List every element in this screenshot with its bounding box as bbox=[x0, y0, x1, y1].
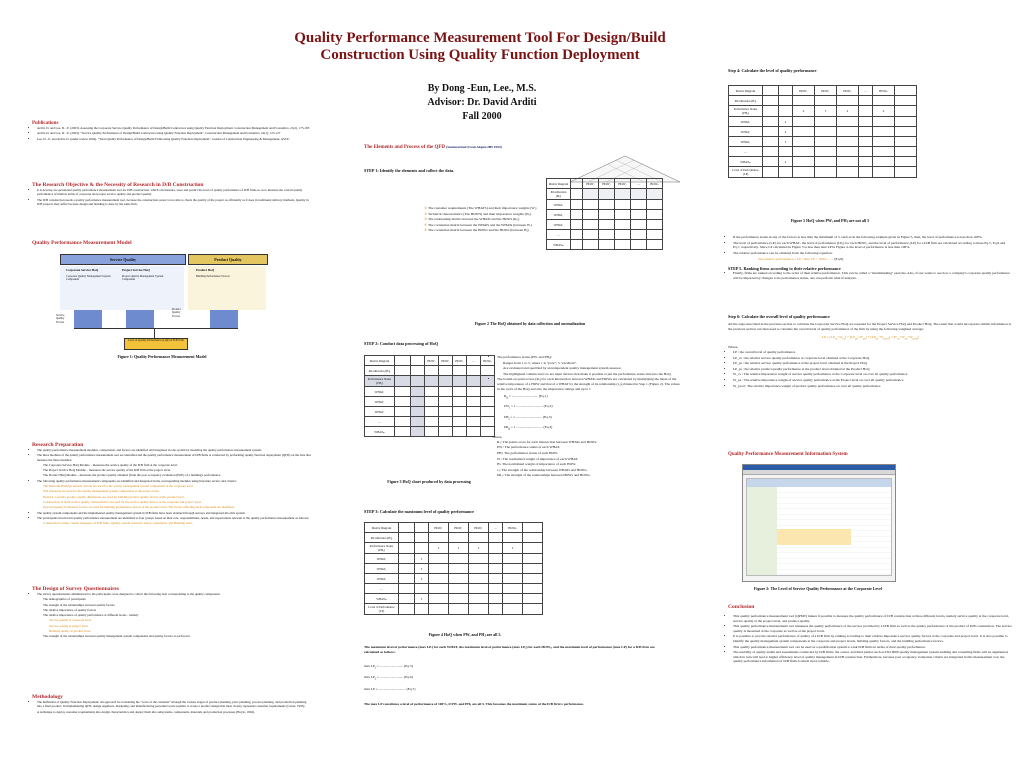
what-row-label: WHAT₂ bbox=[547, 210, 571, 220]
survey-item: Service quality at project level bbox=[49, 623, 88, 628]
step5-item: • Finally, firms are ranked according to the order of their relative performance. This can be called a "benchmarking" exercise. Also, if one wants to see how a company's corporate quality performance will be impacted by changes to its performance status, one can perform what-if analysis. bbox=[733, 271, 1013, 280]
dots-cell: ... bbox=[729, 147, 763, 157]
how-header: HOW₂ bbox=[599, 179, 615, 189]
survey-item: • The survey questionnaires administered to the participants were designed to collect the following data corresponding to the quality components bbox=[37, 592, 312, 596]
screenshot-menubar bbox=[743, 470, 895, 475]
survey-item: Building quality at product level bbox=[49, 629, 91, 634]
how-header: HOW₁ bbox=[793, 86, 815, 96]
qfd-element-item: ③ The relationship matrix between the WHATs and the HOWs (Rᵢⱼ) bbox=[424, 217, 520, 222]
what-row-label: WHAT₃ bbox=[365, 407, 395, 417]
screenshot-grid bbox=[746, 478, 892, 576]
what-row-label: WHATₘ bbox=[365, 427, 395, 437]
qfd-element-item: ② Technical characteristics (The HOWS) and their importance weights (Wⱼ) bbox=[424, 211, 532, 216]
figure-2-caption: Figure 2 The HoQ obtained by data collection and normalization bbox=[474, 321, 586, 326]
screenshot-highlight bbox=[777, 529, 851, 545]
publication-item: • Arditi, D. and Lee, D. -E. (2003). Assessing the Corporate Service Quality Performance of Design/Build Contractors using Quality Function Deployment. Construction Management and Economics, 21(2), 175-185 bbox=[37, 126, 312, 130]
research-prep-item: Post Occupancy Evaluation factors are used for building performance factors at the product level. The factors affecting each component are identified. bbox=[43, 505, 235, 510]
what-row-label: WHAT₁ bbox=[729, 117, 763, 127]
step6-text: All the steps described in the previous section to calculate the Corporate Service HoQ are repeated for the Project Service HoQ and Product HoQ. The result that would incorporate similar information is the previous section can then used to calculate the overall level of quality performance of the firm by using the following weighted average: bbox=[728, 322, 1011, 331]
level-of-performance-cell: Level of Performance (LP) bbox=[729, 167, 763, 178]
research-prep-item: • The participants involved in quality performance measurement are identified as four groups based on their role, responsibilities, needs, and expectations relevant to the quality performance measurement as follows: bbox=[37, 516, 312, 520]
dots-cell: ... bbox=[547, 230, 571, 240]
dots-cell: ... bbox=[365, 417, 395, 427]
figure-3-caption: Figure 3 HoQ chart produced by data processing bbox=[387, 479, 471, 484]
step4-item: • The relative performance can be obtained from the following equation: bbox=[733, 251, 1013, 256]
corporate-hoq-shape bbox=[74, 310, 102, 328]
dots-cell: ... bbox=[467, 356, 481, 366]
project-hoq-label: Project Service HoQ bbox=[122, 268, 150, 272]
prioritization-cell: Prioritization (Hⱼ) bbox=[729, 96, 763, 106]
how-header: HOW₁ bbox=[583, 179, 599, 189]
hoq-table-fig5: Matrix Diagram HOW₁ HOW₂ HOW₃ ... HOWₙ Prioritization (Hⱼ) Performance Status (PHⱼ) 4 5 4 4 WHAT₁ 4 WHAT₂ 4 WHAT₃ 5 ... WHATₘ 4 Level of Performance (LP) bbox=[728, 85, 917, 178]
step2-heading: STEP 2: Conduct data processing of HoQ bbox=[364, 341, 439, 346]
author-name: By Dong -Eun, Lee., M.S. bbox=[427, 83, 537, 94]
how-header: HOW₃ bbox=[837, 86, 859, 96]
product-quality-box: Product Quality bbox=[188, 254, 268, 265]
where-item: PHⱼ: The performance status of each HOW. bbox=[497, 451, 558, 456]
what-row-label: WHAT₂ bbox=[365, 564, 399, 574]
how-header: HOW₃ bbox=[615, 179, 631, 189]
how-header: HOW₂ bbox=[449, 523, 469, 533]
step2-note: • The performance status (PWᵢ and PHⱼ): bbox=[497, 355, 682, 360]
hoq-figure-5 bbox=[728, 85, 917, 178]
qfd-elements-note: (Summarized From Akgun HH 1994) bbox=[446, 145, 502, 149]
research-prep-item: Construction, O & M service quality characteristics are used for the service quality factors at the corporate and project level. bbox=[43, 499, 202, 504]
step5-heading: STEP 5. Ranking firms according to their relative performance bbox=[728, 266, 841, 271]
methodology-section bbox=[32, 694, 312, 715]
what-row-label: WHATₘ bbox=[365, 594, 399, 604]
survey-item: The strength of the relationships between quality management system components and quality factors at each level. bbox=[43, 634, 191, 639]
research-prep-item: The Corporate Service HoQ Module – measures the service quality of the D/B firm at the corporate level. bbox=[43, 462, 178, 467]
authors-block bbox=[392, 82, 572, 124]
term: Fall 2000 bbox=[462, 111, 502, 122]
survey-item: The demographics of participants bbox=[43, 597, 86, 602]
conclusion-item: • The usability of quality audits and assessments conducted by D/B firms, the owner, and third parties such as ISO 9000 quality management system auditing and consulting firms will be augmented, which in turn will lead to higher efficiency level of quality management in D/B construction. Furthermore, because post occupancy evaluation criteria are integrated in this measurement tool, the quality performance information of D/B firms is much more reliable. bbox=[733, 650, 1013, 664]
step2-note: Are evaluated and specified by an independent quality management system assessor. bbox=[503, 366, 622, 371]
conclusion-item: • This quality performance measurement tool can be used as a qualification system to rank D/B firms in terms of their quality performance. bbox=[733, 645, 1013, 650]
publications-section bbox=[32, 121, 312, 142]
step6-heading: Step 6: Calculate the overall level of quality performance bbox=[728, 314, 830, 319]
performance-status-cell: Performance Status (PHⱼ) bbox=[365, 376, 395, 387]
qfd-element-item: ① The customer requirements (The WHATS) and their importance weights (Wᵢ) bbox=[424, 206, 537, 210]
matrix-diagram-cell: Matrix Diagram bbox=[365, 356, 395, 366]
level-of-performance-cell: Level of Performance (LP) bbox=[365, 604, 399, 615]
research-prep-item: The Malcolm Baldrige Awards criteria are used for the quality management system components at the corporate level. bbox=[43, 484, 194, 489]
corporate-sub-label: Corporate Quality Management System Component bbox=[66, 275, 111, 282]
corporate-hoq-label: Corporate Service HoQ bbox=[66, 268, 99, 272]
step2-note: • The bound-on point scores (Rᵢⱼ) for each intersection between WHATs and HOWs are calculated by multiplying the mean of the relative importance of a HOW and that of a WHAT by the strength of its relationship (rᵢⱼ) obtained in Step 1 (Figure 2). The values in the roofs of the HoQ and also the importance ratings add up to 1 bbox=[497, 377, 682, 391]
how-header: HOW₂ bbox=[439, 356, 453, 366]
connector-line bbox=[154, 328, 155, 338]
what-row-label: WHAT₃ bbox=[547, 220, 571, 230]
prioritization-cell: Prioritization (Hⱼ) bbox=[547, 189, 571, 200]
step6-where-item: • W_prod : The relative importance weight of product quality performance on over all quality performance bbox=[733, 384, 1013, 389]
methodology-item: • The Definition of Quality Function Deployment: An approach for translating the "voice of the customer" through the various stages of product planning, parts planning, process planning, and production planning into a final product. In implementing QFD, design engineers, marketing, and manufacturing personnel work together to create a product design that most closely represents customer requirements (Carter, 1993). bbox=[37, 700, 312, 709]
equation-6: $\max LP_j$ = ........................... (Eq.6) bbox=[364, 675, 413, 681]
step3-note: The max LP constitutes a level of performance of 100%, if PWᵢ and PHⱼ are all 5. This becomes the maximum status of the D/B firm's performance. bbox=[364, 702, 584, 706]
how-header: HOW₃ bbox=[453, 356, 467, 366]
what-row-label: WHAT₃ bbox=[365, 574, 399, 584]
equation-3: $\Sigma H_j = 1$ .............................. (Eq.3) bbox=[504, 414, 552, 421]
step2-notes bbox=[492, 355, 682, 479]
what-row-label: WHAT₂ bbox=[729, 127, 763, 137]
what-row-label: WHAT₁ bbox=[365, 387, 395, 397]
equation-1: $R_{ij}$ = .............................. (Eq.1) bbox=[504, 394, 548, 400]
hoq-figure-4 bbox=[364, 522, 543, 615]
objective-item: • The D/B construction needs a quality performance measurement tool, because the construction owner is not able to check the quality of the project as efficiently as it does in traditional delivery methods. Quality in D/B projects may suffer because design and building is done by the same firm. bbox=[37, 198, 312, 207]
step3-equations bbox=[364, 664, 564, 691]
project-hoq-shape bbox=[126, 310, 154, 328]
prioritization-cell: Prioritization (Hⱼ) bbox=[365, 533, 399, 543]
hoq-table-fig4: Matrix Diagram HOW₁ HOW₂ HOW₃ ... HOWₙ Prioritization (Hⱼ) Performance Status (PHⱼ) 5 5 5 5 WHAT₁ 5 WHAT₂ 5 WHAT₃ 5 ... WHATₘ 5 Level of Performance (LP) bbox=[364, 522, 543, 615]
research-prep-item: David A. Garvin's product quality dimensions are used for building product quality factors at the product level. bbox=[43, 494, 185, 499]
research-prep-item: Construction owners, Senior managers of D/B firms, Quality system assessors and/or consultants, and Building users bbox=[43, 521, 193, 526]
connector-line bbox=[74, 328, 238, 329]
research-prep-item: • The quality performance measurement modules, components, and factors are identified and integrated in one system by modeling the quality performance measurement system. bbox=[37, 448, 312, 452]
step5-section bbox=[728, 266, 1013, 281]
survey-item: Service quality at corporate level bbox=[49, 618, 92, 623]
research-prep-item: • The three modules of the quality performance measurement tool are identified and the quality performance measurement of D/B firms is conducted by performing quality function deployment (QFD) on the data that measure the three modules: bbox=[37, 453, 312, 462]
step1-heading: STEP 1: Identify the elements and collect the data. bbox=[364, 168, 455, 173]
step4-item: • If the performance status in any of the factors is less than the maximum of 5, such as in the following example given in Figure 5, then, the level of performance is less than 100%. bbox=[733, 235, 1013, 240]
info-system-screenshot bbox=[742, 464, 896, 582]
publication-item: • Arditi, D. and Lee, D. -E. (2004). "Service Quality Performance of Design/Build Contractors using Quality Function Deployment", Construction Management and Economics, 22(1), 123-127 bbox=[37, 131, 312, 135]
what-row-label: WHATₘ bbox=[547, 240, 571, 250]
where-item: Rᵢⱼ: The points score for each intersection between WHATs and HOWs. bbox=[497, 439, 598, 444]
survey-item: The relative importance of quality performance at different levels - namely bbox=[43, 613, 139, 618]
research-prep-item: The Project Service HoQ Module – measures the service quality of the D/B firm at the project level. bbox=[43, 468, 171, 473]
screenshot-header-row bbox=[747, 479, 891, 487]
how-header: HOW₂ bbox=[815, 86, 837, 96]
step2-note: The highlighted column and row are input devices that make it possible to put the performance status data into the HoQ. bbox=[503, 371, 672, 376]
conclusion-heading: Conclusion bbox=[728, 604, 755, 610]
figure-1-caption: Figure 1: Quality Performance Measurement Model bbox=[117, 354, 207, 359]
product-sub-label: Building Performance Factors bbox=[196, 275, 230, 278]
qfd-elements-heading bbox=[364, 145, 502, 150]
advisor-name: Advisor: Dr. David Arditi bbox=[427, 97, 537, 108]
poster-title bbox=[0, 30, 960, 64]
project-sub-label: Project Quality Management System Component bbox=[122, 275, 164, 282]
product-hoq-shape bbox=[210, 310, 238, 328]
research-prep-heading: Research Preparation bbox=[32, 442, 84, 448]
qfd-element-item: ④ The correlation matrix between the WHATs and the WHATs (between Wᵢ) bbox=[424, 222, 532, 227]
step6-where-item: • W_ps : The relative importance weight of service quality performance at the Project level on over all quality performance bbox=[733, 378, 1013, 383]
qfd-elements-title: The Elements and Process of the QFD bbox=[364, 145, 446, 150]
step6-where-item: • LP_pr : the relative product quality performance at the product level obtained at the Product HoQ bbox=[733, 367, 1013, 372]
figure-4-caption: Figure 4 HoQ when PWᵢ and PHⱼ are all 5. bbox=[428, 632, 502, 637]
where-item: ΣRᵢⱼ: The strength of the relationships between HOWs and HOWs. bbox=[497, 473, 591, 478]
qfd-elements-list bbox=[424, 206, 554, 234]
dots-cell: ... bbox=[631, 179, 647, 189]
title-line-1: Quality Performance Measurement Tool For Design/Build bbox=[294, 30, 666, 46]
hoq-table-fig2 bbox=[546, 178, 663, 250]
conclusion-item: • It is possible to plot the relative performance of quality of a D/B firm by ranking according to their relative importance service quality factors at the corporate and project level. It is also possible to identify the quality management system components at the corporate and project levels, building quality factors, and the building performance factors. bbox=[733, 634, 1013, 643]
where-item: Wᵢ: The normalized weight of importance of each WHAT. bbox=[497, 456, 579, 461]
overall-lp-equation: LP = $[LP_{cs}\times W_{cs}] + [LP_{ps}\times W_{ps}] + [LP_{pr}\times W_{prod}] / (W_{cs}+W_{ps}+W_{prod})$ bbox=[821, 335, 920, 341]
what-row-label: WHAT₁ bbox=[365, 554, 399, 564]
equation-4: $\Sigma R_{ij} = 1$ .............................. (Eq.4) bbox=[504, 425, 553, 431]
step6-where: Where, bbox=[728, 345, 739, 350]
survey-heading: The Design of Survey Questionnaires bbox=[32, 586, 119, 592]
qfd-element-item: ⑤ The correlation matrix between the HOWs and the HOWs (between Hⱼ) bbox=[424, 228, 529, 233]
research-preparation-section bbox=[32, 442, 312, 526]
step6-where-item: • LP_cs : the relative service quality performance at corporate level obtained at the Corporate HoQ bbox=[733, 356, 1013, 361]
research-prep-item: • The quality system components and the implemented quality management system in D/B firms have been obtained through surveys and integrated into this system. bbox=[37, 511, 312, 515]
objective-section bbox=[32, 182, 312, 207]
conclusion-section bbox=[728, 604, 1013, 665]
step6-where-item: • LP : the overall level of quality performance bbox=[733, 350, 1013, 355]
research-prep-item: The Product HoQ Module – measures the product quality obtained (from the post occupancy evaluation (POE) of a building's performance. bbox=[43, 473, 221, 478]
equation-7: max LP = ............................... (Eq.7) bbox=[364, 686, 416, 691]
service-factors-label: Service Quality Factors bbox=[56, 314, 65, 324]
where-item: PWᵢ: The performance status of each WHAT. bbox=[497, 445, 561, 450]
prioritization-cell: Prioritization (Hⱼ) bbox=[365, 366, 395, 376]
matrix-diagram-cell: Matrix Diagram bbox=[729, 86, 763, 96]
hoq-table-fig3 bbox=[364, 355, 495, 437]
how-header: HOWₙ bbox=[647, 179, 663, 189]
what-row-label: WHAT₂ bbox=[365, 397, 395, 407]
matrix-diagram-cell: Matrix Diagram bbox=[365, 523, 399, 533]
service-quality-box: Service Quality bbox=[60, 254, 186, 265]
objective-item: • It is develop an operational quality performance measurement tool for D/B construction, which can measure, store and predict the level of quality performance of D/B firms so as to measure the overall quality performance of them in terms of corporate and project service quality and product quality. bbox=[37, 188, 312, 197]
product-hoq-label: Product HoQ bbox=[196, 268, 215, 272]
how-header: HOWₙ bbox=[873, 86, 895, 96]
step2-note: Ranges from 1 to 5, where 1 is "poor"; 5 "excellent". bbox=[503, 360, 577, 365]
equation-5: $\max LP_i$ = ........................... (Eq.5) bbox=[364, 664, 413, 670]
conclusion-item: • This quality performance measurement tool (QPMT) makes it possible to measure the quality performance of D/B construction at three different levels, namely service quality at the corporate level, service quality at the project level, and product quality. bbox=[733, 614, 1013, 623]
objective-heading: The Research Objective & the Necessity of Research in D/B Construction bbox=[32, 182, 204, 188]
publications-heading: Publications bbox=[32, 121, 59, 126]
performance-status-cell: Performance Status (PHⱼ) bbox=[365, 543, 399, 554]
screenshot-left-column bbox=[747, 487, 777, 575]
dots-cell: ... bbox=[489, 523, 503, 533]
step3-heading: STEP 3: Calculate the maximum level of quality performance bbox=[364, 509, 475, 514]
matrix-diagram-cell: Matrix Diagram bbox=[547, 179, 571, 189]
lqp-result-box: Level of Quality Performance (LQP) of D/B Firm bbox=[124, 338, 188, 350]
step4-notes bbox=[728, 235, 1013, 262]
methodology-item: A technique to deploy customer requirements into design characteristics and deploy them into subsystems, components, materials and production processes (Hoyle, 1994). bbox=[37, 709, 255, 714]
dots-cell: ... bbox=[365, 584, 399, 594]
performance-status-cell: Performance Status (PHⱼ) bbox=[729, 106, 763, 117]
publication-item: • Lee, D. -E. and Arditi, D. (under review 2004). "Total Quality Performance of Design/Build Firms using Quality Function Deployment", Journal of Construction Engineering & Management, ASCE. bbox=[37, 137, 312, 141]
step3-text: The maximum level of performance (max LPᵢ) for each WHAT, the maximum level of performance (max LPⱼ) for each HOWⱼ, and the maximum level of performance (max LP) for a D/B firm are calculated as follows: bbox=[364, 645, 655, 654]
equation-2: $\Sigma W_i = 1$ .............................. (Eq.2) bbox=[504, 404, 553, 411]
service-panel bbox=[60, 266, 184, 310]
survey-item: The relative importance of quality factors bbox=[43, 607, 97, 612]
step6-where-item: • LP_ps : the relative service quality performance at the project level obtained at the Project HoQ bbox=[733, 361, 1013, 366]
where-item: Hⱼ: The normalized weight of importance of each HOW. bbox=[497, 462, 576, 467]
step4-item: • The level of performance (LPᵢ) for each WHATᵢ, the level of performance (LPⱼ) for each HOWⱼ, and the level of performance (LP) for a D/B firm are calculated according to these Eq.5, Eq.6 and Eq.7, respectively. Since LP calculated in Figure 5 is less than max LP in Figure 4, the level of performance is less than 100%. bbox=[733, 241, 1013, 250]
step2-where: Where, bbox=[492, 435, 503, 440]
hoq-figure-2 bbox=[546, 178, 663, 250]
what-row-label: WHATₘ bbox=[729, 157, 763, 167]
what-row-label: WHAT₁ bbox=[547, 200, 571, 210]
survey-item: The strength of the relationships between quality factors bbox=[43, 602, 115, 607]
hoq-figure-3 bbox=[364, 355, 495, 437]
how-header: HOWₙ bbox=[503, 523, 523, 533]
how-header: HOW₁ bbox=[425, 356, 439, 366]
conclusion-item: • This quality performance measurement tool measures the quality performance of the service provided by a D/B firm as well as the quality performance of the product of D/B construction. The service quality is measured at the corporate as well as at the project level. bbox=[733, 624, 1013, 633]
info-system-caption: Figure 2: The Level of Service Quality Performance at the Corporate Level bbox=[753, 586, 883, 591]
where-item: rᵢⱼ: The strength of the relationship between WHATs and HOWs. bbox=[497, 467, 588, 472]
how-header: HOW₃ bbox=[469, 523, 489, 533]
product-panel bbox=[188, 266, 266, 310]
title-line-2: Construction Using Quality Function Deployment bbox=[320, 47, 640, 63]
what-row-label: WHAT₃ bbox=[729, 137, 763, 147]
how-header: HOW₁ bbox=[429, 523, 449, 533]
quality-model-diagram bbox=[56, 254, 270, 346]
relative-performance-equation: The relative performance = LP / max LP × 100% ....... (Eq.8) bbox=[758, 257, 844, 262]
how-header: HOWₙ bbox=[481, 356, 495, 366]
methodology-heading: Methodology bbox=[32, 694, 63, 700]
info-system-heading: Quality Performance Measurement Information System bbox=[728, 452, 848, 457]
research-prep-item: • The following quality performance measurement components are identified and integrated in the corresponding modules using literature review and criteria: bbox=[37, 479, 312, 483]
step6-section bbox=[728, 314, 1013, 389]
step4-heading: Step 4: Calculate the level of quality performance bbox=[728, 68, 817, 73]
research-prep-item: ISO standards are used for the quality management system components at the project level. bbox=[43, 489, 160, 494]
step6-where-item: • W_cs : The relative importance weight of service quality performance at the Corporate level on over all quality performance bbox=[733, 372, 1013, 377]
dots-cell: ... bbox=[859, 86, 873, 96]
survey-section bbox=[32, 586, 312, 640]
figure-5-caption: Figure 5 HoQ when PWᵢ and PHⱼ are not all 5 bbox=[790, 218, 870, 223]
product-factors-label: Product Quality Factors bbox=[172, 308, 181, 318]
model-heading: Quality Performance Measurement Model bbox=[32, 240, 132, 246]
